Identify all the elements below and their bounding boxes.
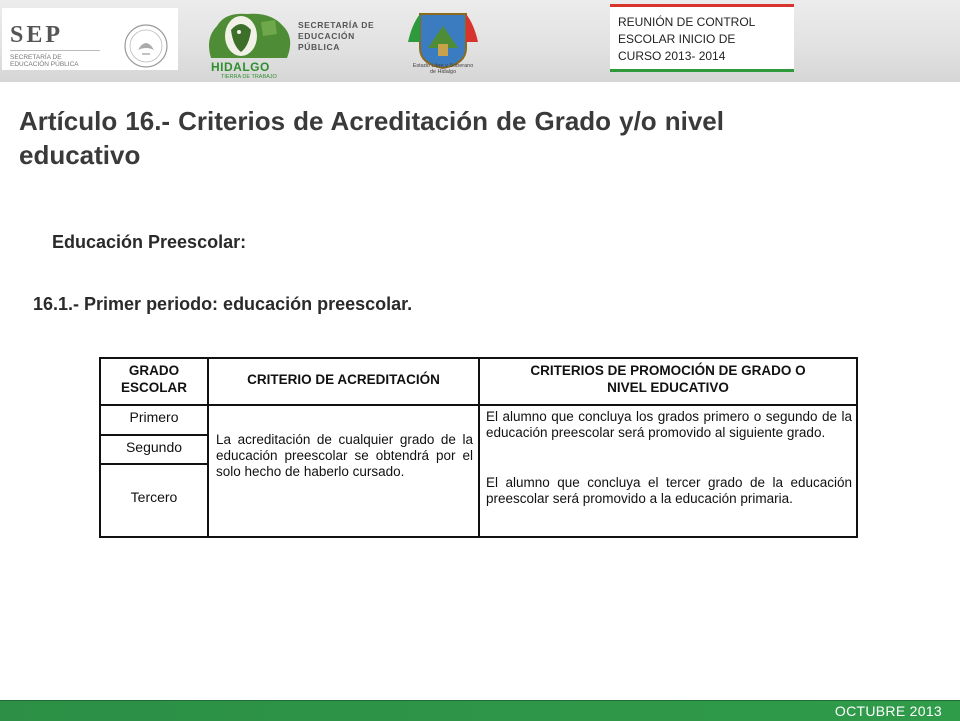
promotion-text-2: El alumno que concluya el tercer grado de la educación preescolar será promovido a la educación primaria. bbox=[486, 475, 852, 506]
state-caption: Estado Libre y Soberano de Hidalgo bbox=[412, 63, 474, 75]
grade-cell-2: Segundo bbox=[125, 439, 183, 455]
meeting-red-bar bbox=[610, 4, 794, 7]
meeting-line-3: CURSO 2013- 2014 bbox=[618, 49, 726, 63]
meeting-info-box bbox=[610, 4, 794, 72]
hidalgo-emblem-icon bbox=[203, 8, 298, 64]
sep-subtitle: SECRETARÍA DE EDUCACIÓN PÚBLICA bbox=[10, 54, 79, 68]
grade-cell-3: Tercero bbox=[130, 489, 178, 505]
table-header-divider bbox=[101, 404, 856, 406]
criteria-table bbox=[99, 357, 858, 538]
header-promotion: CRITERIOS DE PROMOCIÓN DE GRADO O NIVEL EDUCATIVO bbox=[530, 363, 806, 395]
grade-cell-1: Primero bbox=[129, 409, 179, 425]
hidalgo-tagline: TIERRA DE TRABAJO bbox=[221, 74, 277, 80]
sep-logo-box bbox=[2, 8, 178, 70]
promotion-text-1: El alumno que concluya los grados primero o segundo de la educación preescolar será promovido al siguiente grado. bbox=[486, 409, 852, 440]
header-accreditation: CRITERIO DE ACREDITACIÓN bbox=[247, 372, 440, 387]
page-title: Artículo 16.- Criterios de Acreditación de Grado y/o nivel educativo bbox=[19, 106, 724, 170]
footer-date: OCTUBRE 2013 bbox=[834, 703, 942, 719]
accreditation-text: La acreditación de cualquier grado de la educación preescolar se obtendrá por el solo hecho de haberlo cursado. bbox=[216, 432, 473, 479]
header-grade: GRADO ESCOLAR bbox=[120, 363, 187, 395]
section-heading: Educación Preescolar: bbox=[52, 232, 247, 252]
hidalgo-logo bbox=[203, 8, 298, 80]
subsection-heading: 16.1.- Primer periodo: educación preescolar. bbox=[33, 294, 413, 314]
national-seal-icon bbox=[122, 22, 170, 70]
sep-divider bbox=[10, 50, 100, 51]
footer-bar bbox=[0, 700, 960, 721]
meeting-green-bar bbox=[610, 69, 794, 72]
meeting-line-2: ESCOLAR INICIO DE bbox=[618, 32, 736, 46]
header-band bbox=[0, 0, 960, 82]
meeting-line-1: REUNIÓN DE CONTROL bbox=[618, 15, 756, 29]
table-row-divider-2 bbox=[101, 463, 207, 465]
meeting-info-text bbox=[618, 14, 755, 65]
sep-logo: SEP bbox=[10, 22, 64, 48]
secretaria-label: SECRETARÍA DE EDUCACIÓN PÚBLICA bbox=[298, 20, 375, 52]
hidalgo-wordmark: HIDALGO bbox=[211, 60, 270, 74]
table-row-divider-1 bbox=[101, 434, 207, 436]
